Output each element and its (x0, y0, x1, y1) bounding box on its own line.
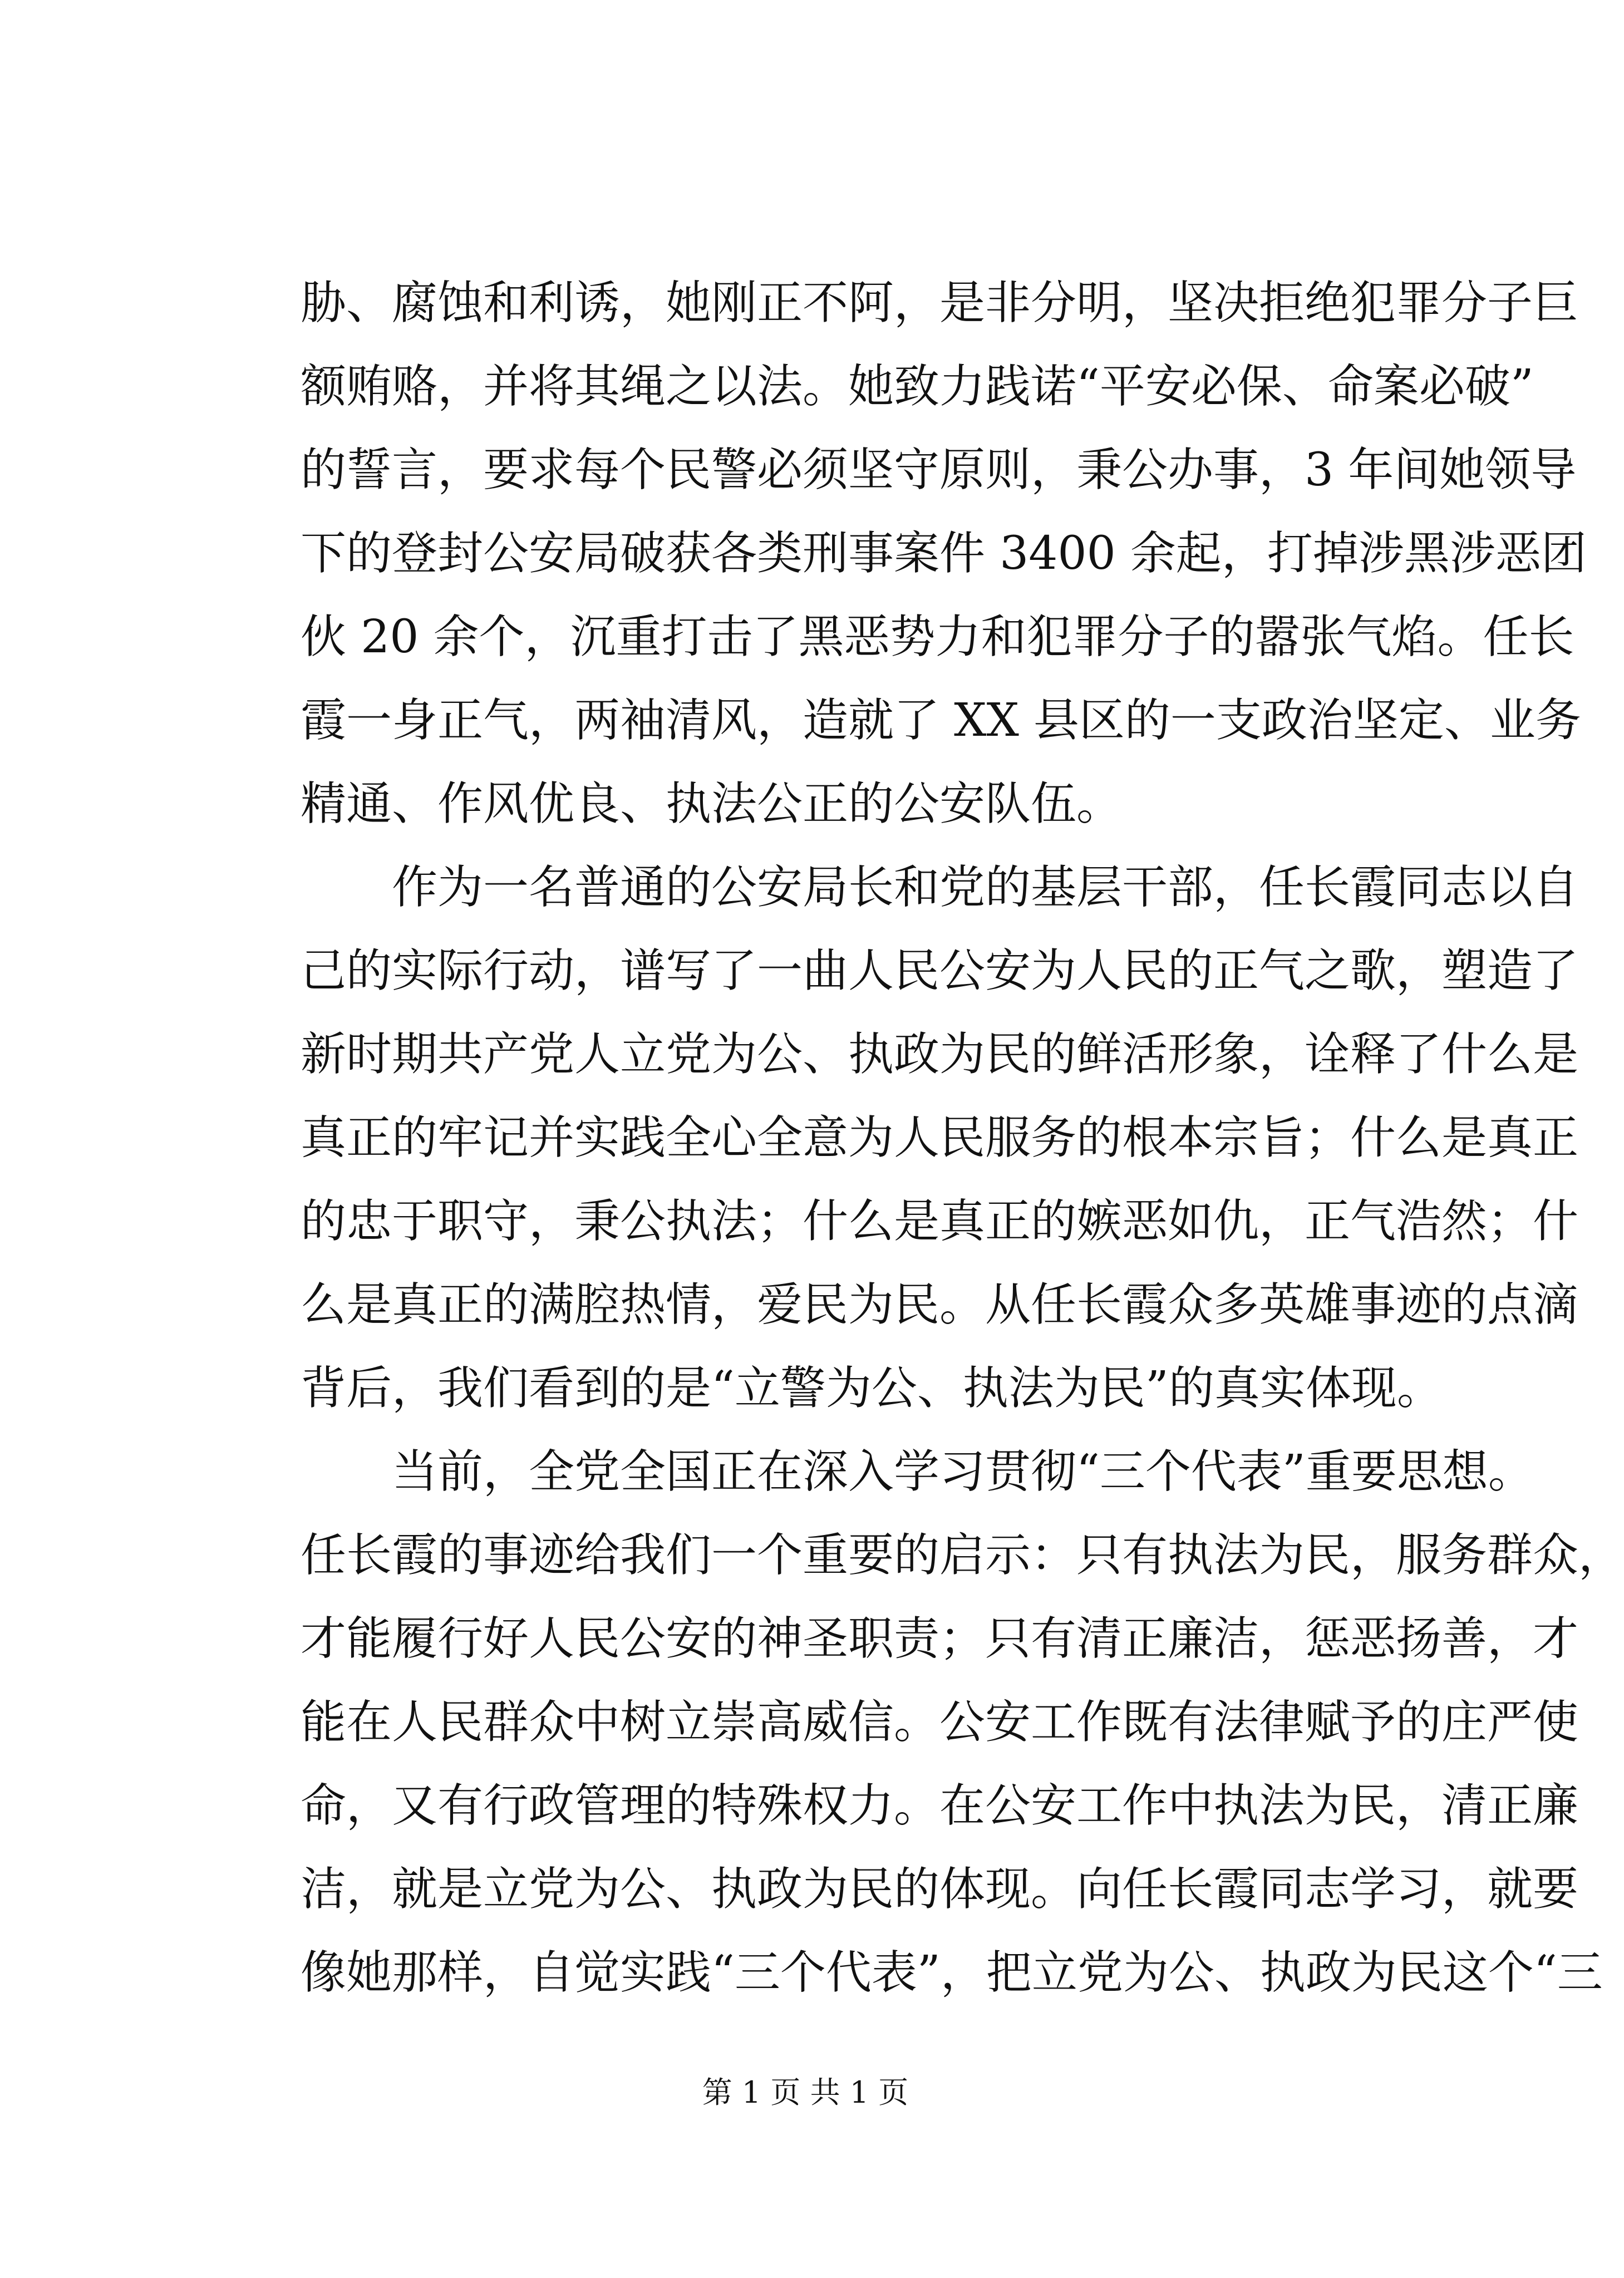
text-line: 像她那样，自觉实践“三个代表”，把立党为公、执政为民这个“三 (301, 1946, 1603, 1999)
text-line: 下的登封公安局破获各类刑事案件 3400 余起，打掉涉黑涉恶团 (301, 527, 1587, 580)
page-footer: 第 1 页 共 1 页 (702, 2075, 909, 2110)
text-line: 洁，就是立党为公、执政为民的体现。向任长霞同志学习，就要 (301, 1863, 1579, 1916)
text-line: 的忠于职守，秉公执法；什么是真正的嫉恶如仇，正气浩然；什 (301, 1195, 1579, 1248)
text-line: 当前，全党全国正在深入学习贯彻“三个代表”重要思想。 (301, 1445, 1534, 1498)
text-line: 么是真正的满腔热情，爱民为民。从任长霞众多英雄事迹的点滴 (301, 1278, 1579, 1331)
text-line: 的誓言，要求每个民警必须坚守原则，秉公办事，3 年间她领导 (301, 444, 1577, 496)
text-line: 霞一身正气，两袖清风，造就了 XX 县区的一支政治坚定、业务 (301, 694, 1581, 747)
text-line: 额贿赂，并将其绳之以法。她致力践诺“平安必保、命案必破” (301, 360, 1534, 413)
text-line: 命，又有行政管理的特殊权力。在公安工作中执法为民，清正廉 (301, 1779, 1579, 1832)
text-line: 伙 20 余个，沉重打击了黑恶势力和犯罪分子的嚣张气焰。任长 (301, 611, 1574, 663)
text-line: 才能履行好人民公安的神圣职责；只有清正廉洁，惩恶扬善，才 (301, 1612, 1579, 1665)
text-line: 新时期共产党人立党为公、执政为民的鲜活形象，诠释了什么是 (301, 1028, 1579, 1081)
text-line: 任长霞的事迹给我们一个重要的启示：只有执法为民，服务群众， (301, 1529, 1624, 1582)
text-line: 胁、腐蚀和利诱，她刚正不阿，是非分明，坚决拒绝犯罪分子巨 (301, 277, 1579, 329)
text-line: 真正的牢记并实践全心全意为人民服务的根本宗旨；什么是真正 (301, 1111, 1579, 1164)
text-line: 背后，我们看到的是“立警为公、执法为民”的真实体现。 (301, 1362, 1443, 1415)
text-line: 作为一名普通的公安局长和党的基层干部，任长霞同志以自 (301, 861, 1579, 914)
text-line: 精通、作风优良、执法公正的公安队伍。 (301, 778, 1123, 830)
text-line: 能在人民群众中树立崇高威信。公安工作既有法律赋予的庄严使 (301, 1696, 1579, 1749)
text-line: 己的实际行动，谱写了一曲人民公安为人民的正气之歌，塑造了 (301, 944, 1579, 997)
